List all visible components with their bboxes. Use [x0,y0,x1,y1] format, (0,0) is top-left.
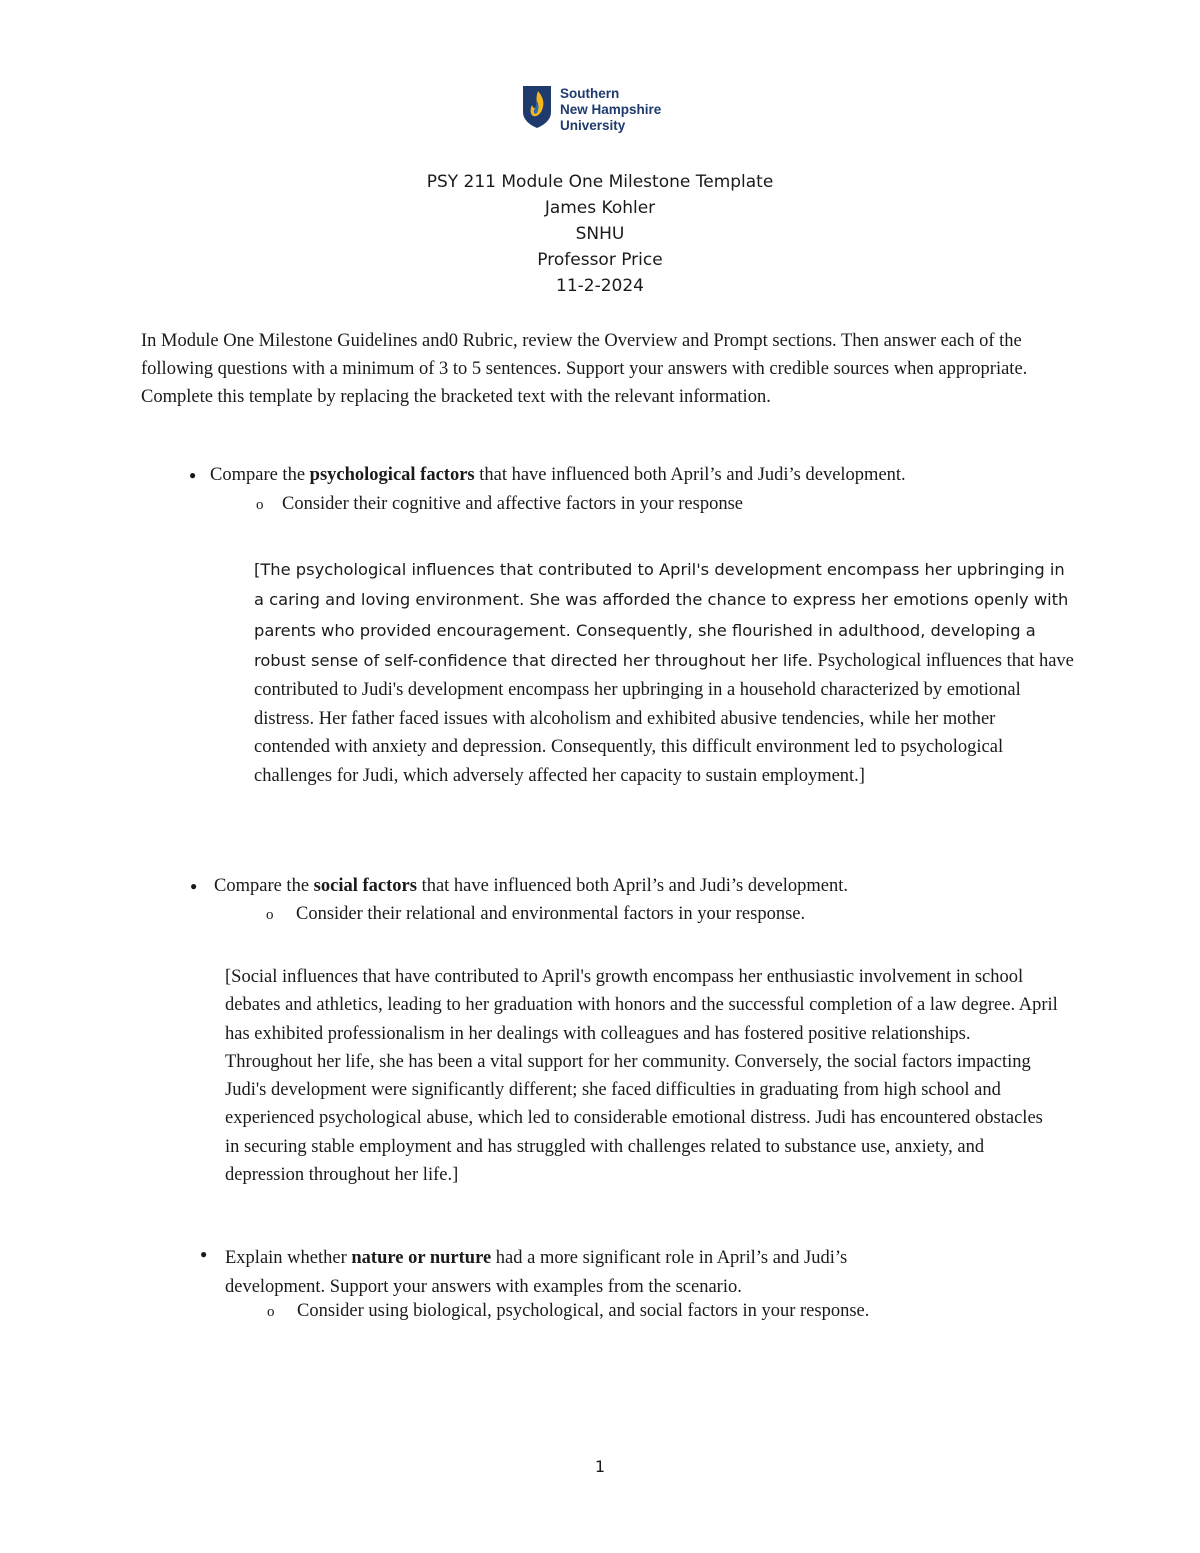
bullet-icon: ● [189,468,197,482]
logo-line-3: University [560,118,626,133]
question-2-answer: [Social influences that have contributed to April's growth encompass her enthusiastic involvement in school debates and athletics, leading to her graduation with honors and the successful completion of a law degree. April has exhibited professionalism in her dealings with colleagues and has fostered positive relationships. Throughout her life, she has been a vital support for her community. Conversely, the social factors impacting Judi's development were significantly different; she faced difficulties in graduating from high school and experienced psychological abuse, which led to considerable emotional distress. Judi has encountered obstacles in securing stable employment and has struggled with challenges related to substance use, anxiety, and depression throughout her life.] [225,967,1058,1186]
question-1-emphasis: psychological factors [309,465,475,485]
question-1-suffix: that have influenced both April’s and Judi’s development. [474,465,906,485]
professor-name: Professor Price [537,250,663,270]
title-block [0,169,1200,299]
circle-bullet-icon: o [266,907,274,923]
document-date: 11-2-2024 [556,276,644,296]
page-number: 1 [594,1457,606,1476]
question-3-suffix-line-2: development. Support your answers with examples from the scenario. [225,1276,742,1297]
question-3-prefix: Explain whether [225,1248,352,1268]
question-2-subpoint-text: Consider their relational and environmental factors in your response. [296,904,806,924]
question-2-prefix: Compare the [214,876,314,896]
question-1-answer-part-b: Psychological influences that have contributed to Judi's development encompass her upbringing in a household characterized by emotional distress. Her father faced issues with alcoholism and exhibited abusive tendencies, while her mother contended with anxiety and depression. Consequently, this difficult environment led to psychological challenges for Judi, which adversely affected her capacity to sustain employment.] [254,650,1074,786]
question-1-prefix: Compare the [210,465,310,485]
author-name: James Kohler [544,198,656,218]
question-3-suffix-line-1: had a more significant role in April’s and Judi’s [491,1248,848,1268]
university-logo [522,85,661,134]
question-3-emphasis: nature or nurture [351,1248,492,1268]
circle-bullet-icon: o [267,1304,275,1320]
question-1-answer-part-a: [The psychological influences that contributed to April's development encompass her upbringing in a caring and loving environment. She was afforded the chance to express her emotions openly with parents who provided encouragement. Consequently, she flourished in adulthood, developing a robust sense of self-confidence that directed her throughout her life. [254,560,1069,670]
question-3-subpoint-text: Consider using biological, psychological, and social factors in your response. [297,1301,870,1321]
bullet-icon: ● [200,1247,208,1261]
question-1-subpoint-text: Consider their cognitive and affective factors in your response [282,494,743,514]
logo-line-1: Southern [560,86,620,101]
document-title: PSY 211 Module One Milestone Template [426,172,774,192]
circle-bullet-icon: o [256,497,264,513]
question-2-emphasis: social factors [313,876,417,896]
logo-line-2: New Hampshire [560,102,662,117]
intro-paragraph: In Module One Milestone Guidelines and0 Rubric, review the Overview and Prompt sections. Then answer each of the following questions with a minimum of 3 to 5 sentences. Support your answers with credible sources when appropriate. Complete this template by replacing the bracketed text with the relevant information. [141,331,1028,408]
question-1-answer [254,555,1074,790]
question-2-suffix: that have influenced both April’s and Judi’s development. [416,876,849,896]
institution-name: SNHU [575,224,625,244]
bullet-icon: ● [190,879,198,893]
logo-wordmark [560,86,661,134]
flame-shield-icon [522,85,552,129]
